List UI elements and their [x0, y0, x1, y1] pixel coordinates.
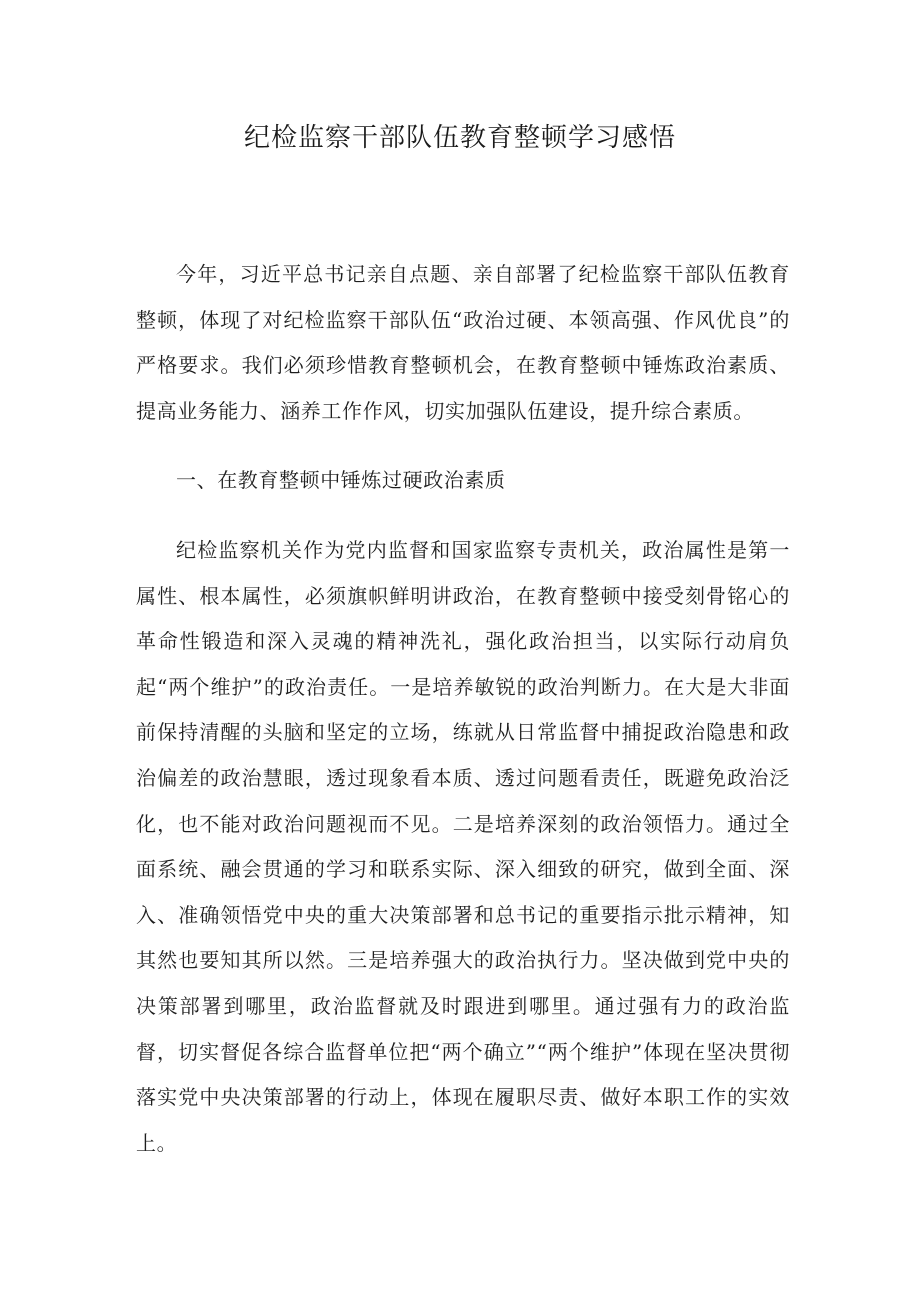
section-heading: 一、在教育整顿中锤炼过硬政治素质 [176, 468, 506, 493]
intro-paragraph: 今年，习近平总书记亲自点题、亲自部署了纪检监察干部队伍教育整顿，体现了对纪检监察干部队伍“政治过硬、本领高强、作风优良”的严格要求。我们必须珍惜教育整顿机会，在教育整顿中锤炼政治素质、提高业务能力、涵养工作作风，切实加强队伍建设，提升综合素质。 [136, 262, 790, 423]
section-paragraph: 纪检监察机关作为党内监督和国家监察专责机关，政治属性是第一属性、根本属性，必须旗帜鲜明讲政治，在教育整顿中接受刻骨铭心的革命性锻造和深入灵魂的精神洗礼，强化政治担当，以实际行动肩负起“两个维护”的政治责任。一是培养敏锐的政治判断力。在大是大非面前保持清醒的头脑和坚定的立场，练就从日常监督中捕捉政治隐患和政治偏差的政治慧眼，透过现象看本质、透过问题看责任，既避免政治泛化，也不能对政治问题视而不见。二是培养深刻的政治领悟力。通过全面系统、融会贯通的学习和联系实际、深入细致的研究，做到全面、深入、准确领悟党中央的重大决策部署和总书记的重要指示批示精神，知其然也要知其所以然。三是培养强大的政治执行力。坚决做到党中央的决策部署到哪里，政治监督就及时跟进到哪里。通过强有力的政治监督，切实督促各综合监督单位把“两个确立”“两个维护”体现在坚决贯彻落实党中央决策部署的行动上，体现在履职尽责、做好本职工作的实效上。 [136, 537, 790, 1155]
document-body [136, 252, 790, 1166]
document-title: 纪检监察干部队伍教育整顿学习感悟 [243, 123, 676, 153]
